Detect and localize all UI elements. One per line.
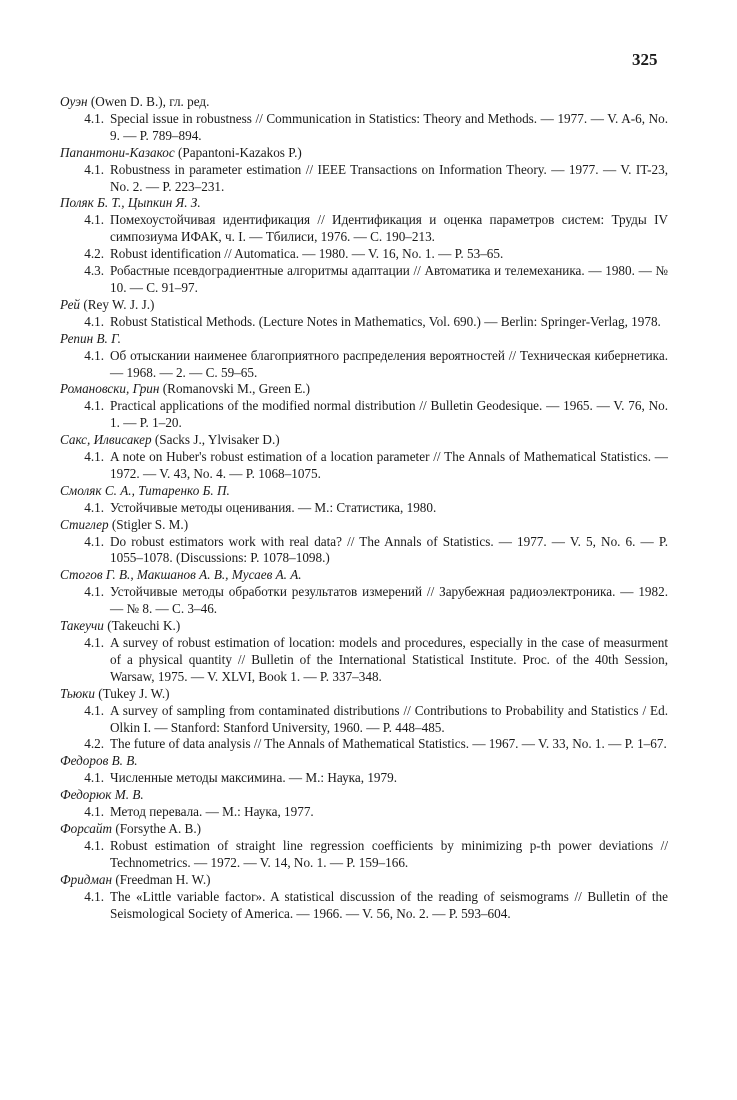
author-heading <box>60 297 668 314</box>
reference-number: 4.1. <box>84 449 104 465</box>
author-name: Смоляк С. А., Титаренко Б. П. <box>60 482 230 498</box>
reference-number: 4.1. <box>84 533 104 549</box>
reference-entry <box>60 770 668 787</box>
reference-entry <box>60 314 668 331</box>
reference-text: Помехоустойчивая идентификация // Идентификация и оценка параметров систем: Труды IV симпозиума ИФАК, ч. I. — Тбилиси, 1976. — С. 190–213. <box>110 212 668 245</box>
reference-text: A survey of robust estimation of location: models and procedures, especially in the case of measurment of a physical quantity // Bulletin of the International Statistical Institute. Proc. of the 40th Session, Warsaw, 1975. — V. XLVI, Book 1. — P. 337–348. <box>110 635 668 684</box>
reference-number: 4.1. <box>84 161 104 177</box>
reference-text: Об отыскании наименее благоприятного распределения вероятностей // Техническая кибернетика. — 1968. — 2. — С. 59–65. <box>110 347 668 380</box>
reference-entry <box>60 111 668 145</box>
author-block <box>60 297 668 331</box>
author-block <box>60 567 668 618</box>
author-name: Репин В. Г. <box>60 330 121 346</box>
author-heading <box>60 567 668 584</box>
reference-text: Устойчивые методы обработки результатов измерений // Зарубежная радиоэлектроника. — 1982. — № 8. — С. 3–46. <box>110 584 668 617</box>
reference-entry <box>60 635 668 686</box>
author-name: Форсайт <box>60 820 113 836</box>
author-heading <box>60 483 668 500</box>
reference-text: Robust Statistical Methods. (Lecture Notes in Mathematics, Vol. 690.) — Berlin: Springer-Verlag, 1978. <box>110 313 661 329</box>
reference-entry <box>60 703 668 737</box>
author-block <box>60 787 668 821</box>
author-latin-name: (Owen D. B.), гл. ред. <box>87 94 210 109</box>
author-heading <box>60 331 668 348</box>
reference-entry <box>60 500 668 517</box>
author-name: Такеучи <box>60 618 104 634</box>
author-block <box>60 94 668 145</box>
author-latin-name: (Rey W. J. J.) <box>80 296 155 312</box>
reference-text: Метод перевала. — М.: Наука, 1977. <box>110 804 314 820</box>
reference-text: Устойчивые методы оценивания. — М.: Статистика, 1980. <box>110 499 437 515</box>
author-block <box>60 753 668 787</box>
author-latin-name: (Sacks J., Ylvisaker D.) <box>151 432 280 448</box>
author-name: Федоров В. В. <box>60 753 138 769</box>
author-block <box>60 381 668 432</box>
reference-number: 4.1. <box>84 499 104 515</box>
author-block <box>60 686 668 754</box>
reference-number: 4.3. <box>84 263 104 279</box>
reference-text: Special issue in robustness // Communication in Statistics: Theory and Methods. — 1977. — V. A-6, No. 9. — P. 789–894. <box>110 110 668 143</box>
author-block <box>60 517 668 568</box>
reference-entry <box>60 804 668 821</box>
reference-entry <box>60 736 668 753</box>
reference-number: 4.1. <box>84 837 104 853</box>
author-name: Федорюк М. В. <box>60 787 144 803</box>
author-heading <box>60 94 668 111</box>
reference-entry <box>60 449 668 483</box>
reference-number: 4.1. <box>84 770 104 786</box>
reference-number: 4.1. <box>84 888 104 904</box>
reference-entry <box>60 534 668 568</box>
reference-text: A survey of sampling from contaminated distributions // Contributions to Probability and Statistics / Ed. Olkin I. — Stanford: Stanford University, 1960. — P. 448–485. <box>110 702 668 735</box>
author-heading <box>60 787 668 804</box>
author-latin-name: (Papantoni-Kazakos P.) <box>174 144 302 160</box>
reference-number: 4.1. <box>84 313 104 329</box>
author-block <box>60 331 668 382</box>
author-latin-name: (Freedman H. W.) <box>112 871 211 887</box>
author-name: Оуэн <box>60 94 88 109</box>
author-heading <box>60 821 668 838</box>
reference-entry <box>60 246 668 263</box>
reference-entry <box>60 263 668 297</box>
reference-entry <box>60 348 668 382</box>
reference-number: 4.1. <box>84 702 104 718</box>
reference-entry <box>60 838 668 872</box>
reference-entry <box>60 584 668 618</box>
author-latin-name: (Tukey J. W.) <box>94 685 170 701</box>
author-latin-name: (Forsythe A. B.) <box>112 820 202 836</box>
author-block <box>60 821 668 872</box>
reference-text: Численные методы максимина. — М.: Наука, 1979. <box>110 770 398 786</box>
author-latin-name: (Stigler S. M.) <box>108 516 189 532</box>
reference-text: A note on Huber's robust estimation of a location parameter // The Annals of Mathematical Statistics. — 1972. — V. 43, No. 4. — P. 1068–1075. <box>110 449 668 481</box>
author-latin-name: (Takeuchi K.) <box>103 618 181 634</box>
author-heading <box>60 753 668 770</box>
author-name: Поляк Б. Т., Цыпкин Я. З. <box>60 195 201 211</box>
author-name: Романовски, Грин <box>60 381 160 397</box>
author-heading <box>60 195 668 212</box>
reference-text: The «Little variable factor». A statistical discussion of the reading of seismograms // Bulletin of the Seismological Society of America. — 1966. — V. 56, No. 2. — P. 593–604. <box>110 888 668 921</box>
reference-text: Robust identification // Automatica. — 1980. — V. 16, No. 1. — P. 53–65. <box>110 246 504 262</box>
author-heading <box>60 686 668 703</box>
author-name: Фридман <box>60 871 113 887</box>
author-latin-name: (Romanovski M., Green E.) <box>159 381 310 397</box>
author-heading <box>60 432 668 449</box>
author-block <box>60 483 668 517</box>
bibliography-list <box>60 94 668 922</box>
reference-number: 4.1. <box>84 347 104 363</box>
author-name: Папантони-Казакос <box>60 144 175 160</box>
reference-number: 4.1. <box>84 398 104 414</box>
reference-text: Do robust estimators work with real data? // The Annals of Statistics. — 1977. — V. 5, No. 6. — P. 1055–1078. (Discussions: P. 1078–1098.) <box>110 533 668 566</box>
reference-text: Robust estimation of straight line regression coefficients by minimizing p-th power deviations // Technometrics. — 1972. — V. 14, No. 1. — P. 159–166. <box>110 837 668 870</box>
reference-text: The future of data analysis // The Annals of Mathematical Statistics. — 1967. — V. 33, No. 1. — P. 1–67. <box>110 736 667 752</box>
author-heading <box>60 381 668 398</box>
author-name: Сакс, Илвисакер <box>60 432 152 448</box>
reference-number: 4.1. <box>84 804 104 820</box>
author-name: Стогов Г. В., Макшанов А. В., Мусаев А. А. <box>60 567 302 583</box>
author-block <box>60 195 668 296</box>
reference-text: Robustness in parameter estimation // IEEE Transactions on Information Theory. — 1977. — V. IT-23, No. 2. — P. 223–231. <box>110 161 668 194</box>
reference-number: 4.1. <box>84 584 104 600</box>
author-block <box>60 145 668 196</box>
reference-entry <box>60 162 668 196</box>
reference-number: 4.1. <box>84 212 104 228</box>
reference-number: 4.1. <box>84 635 104 650</box>
author-heading <box>60 517 668 534</box>
reference-number: 4.2. <box>84 736 104 752</box>
reference-text: Робастные псевдоградиентные алгоритмы адаптации // Автоматика и телемеханика. — 1980. — № 10. — С. 91–97. <box>110 263 668 295</box>
author-name: Рей <box>60 296 81 312</box>
author-heading <box>60 872 668 889</box>
author-heading <box>60 145 668 162</box>
reference-number: 4.1. <box>84 110 104 126</box>
author-block <box>60 872 668 923</box>
reference-text: Practical applications of the modified normal distribution // Bulletin Geodesique. — 1965. — V. 76, No. 1. — P. 1–20. <box>110 398 668 431</box>
reference-entry <box>60 889 668 923</box>
reference-number: 4.2. <box>84 246 104 262</box>
page-number: 325 <box>632 50 658 69</box>
reference-entry <box>60 212 668 246</box>
author-heading <box>60 618 668 635</box>
author-name: Стиглер <box>60 516 109 532</box>
reference-entry <box>60 398 668 432</box>
author-block <box>60 432 668 483</box>
author-name: Тьюки <box>60 685 95 701</box>
author-block <box>60 618 668 686</box>
